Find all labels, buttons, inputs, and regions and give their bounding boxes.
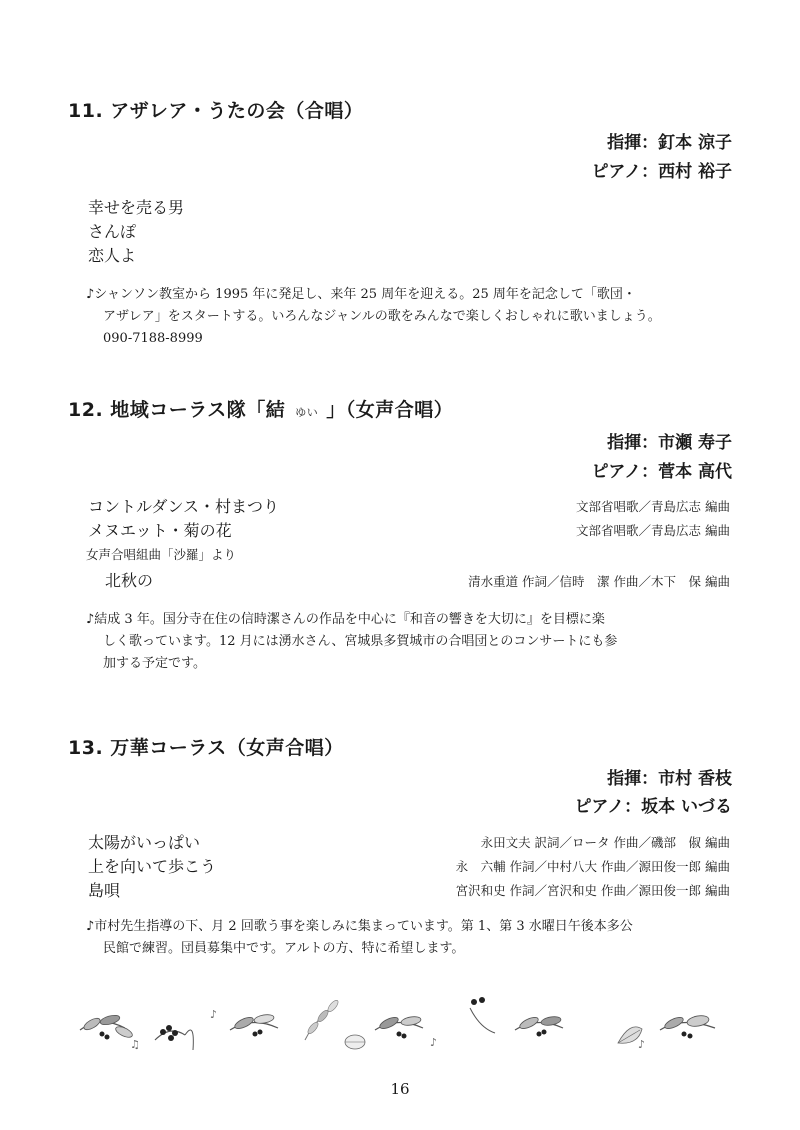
leaf-sprig-icon (375, 1015, 423, 1038)
song-title: 太陽がいっぱい (88, 833, 201, 852)
description-line: アザレア」をスタートする。いろんなジャンルの歌をみんなで楽しくおしゃれに歌いましょう。 (103, 309, 661, 324)
song-title: 恋人よ (88, 246, 137, 265)
description-line: 民館で練習。団員募集中です。アルトの方、特に希望します。 (103, 941, 465, 956)
song-credit: 清水重道 作詞／信時 潔 作曲／木下 保 編曲 (468, 574, 730, 589)
svg-text:♫: ♫ (130, 1038, 140, 1051)
song-credit: 永 六輔 作詞／中村八大 作曲／源田俊一郎 編曲 (455, 859, 730, 874)
leaf-icon (345, 1035, 365, 1049)
leaf-sprig-icon (515, 1015, 563, 1036)
svg-text:♪: ♪ (638, 1038, 646, 1051)
leaf-cluster-icon (305, 999, 340, 1040)
group-description (86, 609, 738, 675)
song-title: 幸せを売る男 (88, 198, 185, 217)
description-line: ♪市村先生指導の下、月 2 回歌う事を楽しみに集まっています。第 1、第 3 水曜日午後本多公 (86, 919, 633, 934)
section-title-end: 」（女声合唱） (326, 399, 454, 421)
section-title: 11. アザレア・うたの会（合唱） (68, 100, 364, 122)
group-description (86, 916, 738, 960)
berry-branch-icon (155, 1025, 193, 1050)
botanical-decoration (60, 990, 740, 1065)
svg-text:♪: ♪ (430, 1036, 438, 1049)
song-title: 北秋の (105, 571, 154, 590)
song-credit: 永田文夫 訳詞／ロータ 作曲／磯部 俶 編曲 (480, 835, 730, 850)
song-title: コントルダンス・村まつり (88, 497, 280, 516)
conductor: 指揮：釘本 涼子 (607, 133, 732, 153)
section-title-main: 12. 地域コーラス隊「結 (68, 399, 286, 421)
section-title-ruby: ゆい (295, 406, 319, 419)
song-title: 上を向いて歩こう (88, 857, 217, 876)
leaf-sprig-icon (638, 1014, 715, 1051)
conductor: 指揮：市瀬 寿子 (607, 433, 732, 453)
contact-phone: 090-7188-8999 (103, 331, 203, 346)
song-title: さんぽ (88, 222, 137, 241)
section-title (68, 395, 453, 422)
berry-branch-icon (430, 997, 495, 1049)
song-title: メヌエット・菊の花 (88, 521, 232, 540)
music-note-icon (130, 1008, 217, 1051)
leaf-sprig-icon (230, 1013, 278, 1036)
song-title: 島唄 (88, 881, 121, 900)
pianist: ピアノ：西村 裕子 (591, 162, 732, 182)
pianist: ピアノ：菅本 高代 (591, 462, 732, 482)
page-number: 16 (390, 1080, 410, 1098)
description-line: ♪結成 3 年。国分寺在住の信時潔さんの作品を中心に『和音の響きを大切に』を目標に楽 (86, 612, 605, 627)
group-description (86, 284, 738, 350)
pianist: ピアノ：坂本 いづる (574, 797, 732, 817)
song-credit: 文部省唱歌／青島広志 編曲 (576, 499, 730, 514)
description-line: ♪シャンソン教室から 1995 年に発足し、来年 25 周年を迎える。25 周年を記念して「歌団・ (86, 287, 636, 302)
song-credit: 宮沢和史 作詞／宮沢和史 作曲／源田俊一郎 編曲 (455, 883, 730, 898)
section-title: 13. 万華コーラス（女声合唱） (68, 737, 344, 759)
song-credit: 文部省唱歌／青島広志 編曲 (576, 523, 730, 538)
description-line: しく歌っています。12 月には湧水さん、宮城県多賀城市の合唱団とのコンサートにも参 (103, 634, 618, 649)
conductor: 指揮：市村 香枝 (607, 769, 732, 789)
leaf-sprig-icon (80, 1014, 134, 1040)
svg-text:♪: ♪ (210, 1008, 218, 1021)
description-line: 加する予定です。 (103, 656, 206, 671)
suite-title: 女声合唱組曲「沙羅」より (86, 547, 237, 562)
